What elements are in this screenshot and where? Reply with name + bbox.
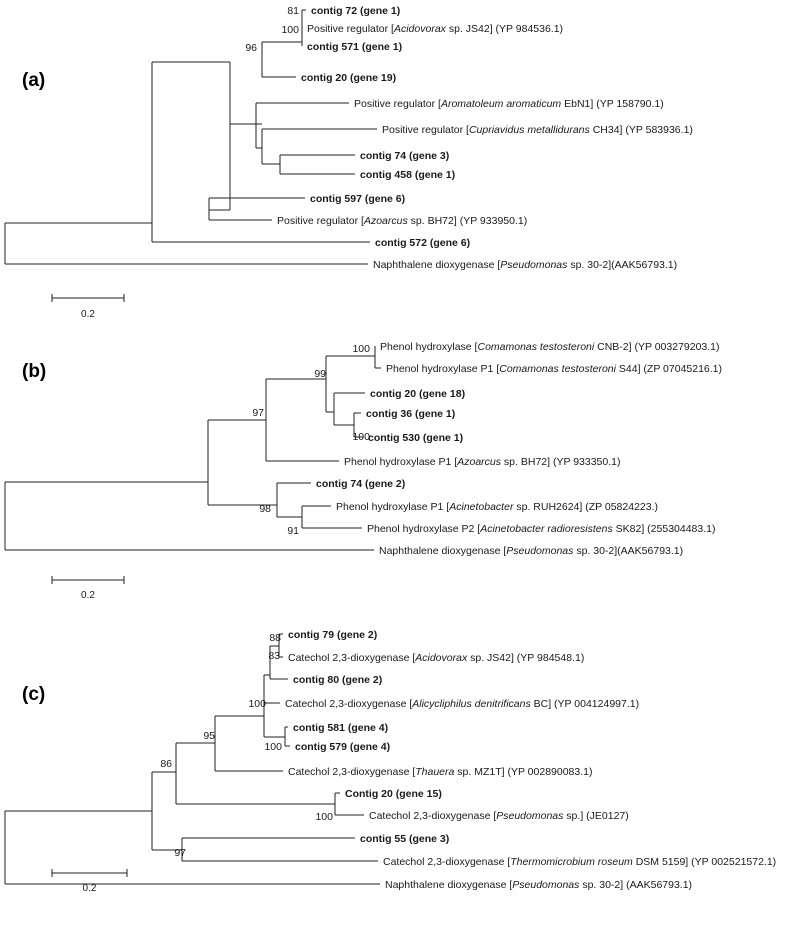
tip-label-a-9 — [277, 215, 527, 227]
scale-bar-label-c: 0.2 — [82, 883, 97, 894]
tip-label-c-9: contig 55 (gene 3) — [360, 833, 450, 845]
tip-label-a-1 — [307, 23, 563, 35]
taxon-name: Azoarcus — [457, 456, 502, 468]
taxon-name: Cupriavidus metallidurans — [468, 124, 590, 136]
tip-label-c-6 — [288, 766, 593, 778]
taxon-name: Acinetobacter radioresistens — [480, 523, 613, 535]
panel-label-a: (a) — [22, 70, 46, 91]
tip-label-a-0: contig 72 (gene 1) — [311, 5, 401, 17]
scale-bar-label-b: 0.2 — [81, 590, 95, 601]
tip-label-b-2: contig 20 (gene 18) — [370, 388, 466, 400]
tip-text-part: Catechol 2,3-dioxygenase [ — [383, 856, 511, 868]
tip-label-c-0: contig 79 (gene 2) — [288, 629, 378, 641]
panel-label-c: (c) — [22, 684, 46, 705]
bootstrap-value: 95 — [203, 730, 215, 742]
taxon-name: Acidovorax — [415, 652, 468, 664]
tip-label-a-3: contig 20 (gene 19) — [301, 72, 397, 84]
tip-text-part: EbN1] (YP 158790.1) — [561, 98, 664, 110]
bootstrap-value: 83 — [268, 650, 280, 662]
bootstrap-value: 91 — [287, 525, 299, 537]
tip-label-a-11 — [373, 259, 677, 271]
tip-label-a-5 — [382, 124, 693, 136]
tip-text-part: Phenol hydroxylase P2 [ — [367, 523, 481, 535]
tip-text-part: Phenol hydroxylase P1 [ — [386, 363, 500, 375]
taxon-name: Pseudomonas — [512, 879, 580, 891]
tip-text-part: Naphthalene dioxygenase [ — [385, 879, 513, 891]
bootstrap-value: 100 — [352, 343, 370, 355]
tip-label-b-0 — [380, 341, 720, 353]
tip-label-b-6: contig 74 (gene 2) — [316, 478, 406, 490]
tip-label-b-3: contig 36 (gene 1) — [366, 408, 456, 420]
tip-text-part: Catechol 2,3-dioxygenase [ — [285, 698, 413, 710]
tree-labels — [22, 5, 776, 894]
tip-label-a-8: contig 597 (gene 6) — [310, 193, 406, 205]
tip-text-part: sp. 30-2](AAK56793.1) — [567, 259, 678, 271]
tip-text-part: DSM 5159] (YP 002521572.1) — [632, 856, 777, 868]
tip-text-part: Positive regulator [ — [382, 124, 469, 136]
tip-label-b-8 — [367, 523, 715, 535]
bootstrap-value: 98 — [259, 503, 271, 515]
tip-text-part: BC] (YP 004124997.1) — [530, 698, 640, 710]
tip-text-part: Catechol 2,3-dioxygenase [ — [288, 652, 416, 664]
scale-bar-label-a: 0.2 — [81, 309, 95, 320]
tip-label-c-5: contig 579 (gene 4) — [295, 741, 391, 753]
tip-label-a-7: contig 458 (gene 1) — [360, 169, 456, 181]
tip-text-part: Naphthalene dioxygenase [ — [373, 259, 501, 271]
bootstrap-value: 97 — [252, 407, 264, 419]
taxon-name: Pseudomonas — [506, 545, 574, 557]
tip-text-part: sp. BH72] (YP 933350.1) — [501, 456, 621, 468]
tip-text-part: sp. 30-2] (AAK56793.1) — [579, 879, 693, 891]
tip-text-part: sp. JS42] (YP 984536.1) — [445, 23, 564, 35]
tip-label-c-2: contig 80 (gene 2) — [293, 674, 383, 686]
tip-text-part: sp. RUH2624] (ZP 05824223.) — [513, 501, 659, 513]
taxon-name: Comamonas testosteroni — [477, 341, 595, 353]
tip-label-c-10 — [383, 856, 776, 868]
tip-label-c-8 — [369, 810, 629, 822]
taxon-name: Thauera — [415, 766, 455, 778]
tip-text-part: Phenol hydroxylase P1 [ — [336, 501, 450, 513]
taxon-name: Alicycliphilus denitrificans — [412, 698, 531, 710]
taxon-name: Azoarcus — [363, 215, 408, 227]
tip-text-part: sp.] (JE0127) — [563, 810, 629, 822]
tip-text-part: Catechol 2,3-dioxygenase [ — [369, 810, 497, 822]
bootstrap-value: 81 — [287, 5, 299, 17]
tip-label-b-7 — [336, 501, 658, 513]
bootstrap-value: 100 — [248, 698, 266, 710]
tip-label-b-9 — [379, 545, 683, 557]
tip-label-a-2: contig 571 (gene 1) — [307, 41, 403, 53]
tip-label-a-6: contig 74 (gene 3) — [360, 150, 450, 162]
tip-text-part: Positive regulator [ — [354, 98, 441, 110]
tip-label-c-11 — [385, 879, 692, 891]
tip-text-part: S44] (ZP 07045216.1) — [615, 363, 723, 375]
taxon-name: Acinetobacter — [449, 501, 514, 513]
bootstrap-value: 96 — [245, 42, 257, 54]
bootstrap-value: 88 — [269, 632, 281, 644]
tip-label-b-5 — [344, 456, 620, 468]
tip-text-part: sp. 30-2](AAK56793.1) — [573, 545, 684, 557]
tip-label-c-3 — [285, 698, 639, 710]
tip-text-part: Phenol hydroxylase [ — [380, 341, 478, 353]
tip-label-b-1 — [386, 363, 722, 375]
bootstrap-value: 100 — [281, 24, 299, 36]
tip-text-part: CNB-2] (YP 003279203.1) — [594, 341, 720, 353]
bootstrap-value: 99 — [314, 368, 326, 380]
tip-text-part: Positive regulator [ — [277, 215, 364, 227]
tip-label-a-4 — [354, 98, 664, 110]
tip-label-c-1 — [288, 652, 584, 664]
taxon-name: Pseudomonas — [500, 259, 568, 271]
tip-text-part: Positive regulator [ — [307, 23, 394, 35]
panel-label-b: (b) — [22, 361, 47, 382]
tip-text-part: Phenol hydroxylase P1 [ — [344, 456, 458, 468]
taxon-name: Pseudomonas — [496, 810, 564, 822]
bootstrap-value: 100 — [264, 741, 282, 753]
tip-text-part: sp. JS42] (YP 984548.1) — [467, 652, 585, 664]
tip-text-part: SK82] (255304483.1) — [612, 523, 716, 535]
bootstrap-value: 97 — [174, 847, 186, 859]
taxon-name: Comamonas testosteroni — [499, 363, 616, 375]
tip-label-b-4: contig 530 (gene 1) — [368, 432, 464, 444]
tip-text-part: Catechol 2,3-dioxygenase [ — [288, 766, 416, 778]
tip-label-a-10: contig 572 (gene 6) — [375, 237, 471, 249]
taxon-name: Acidovorax — [393, 23, 446, 35]
tip-label-c-4: contig 581 (gene 4) — [293, 722, 389, 734]
taxon-name: Thermomicrobium roseum — [510, 856, 633, 868]
tip-text-part: sp. BH72] (YP 933950.1) — [407, 215, 528, 227]
taxon-name: Aromatoleum aromaticum — [440, 98, 562, 110]
bootstrap-value: 100 — [315, 811, 333, 823]
bootstrap-value: 100 — [352, 431, 370, 443]
tip-text-part: CH34] (YP 583936.1) — [589, 124, 693, 136]
tip-text-part: Naphthalene dioxygenase [ — [379, 545, 507, 557]
tip-text-part: sp. MZ1T] (YP 002890083.1) — [454, 766, 593, 778]
tip-label-c-7: Contig 20 (gene 15) — [345, 788, 442, 800]
bootstrap-value: 86 — [160, 758, 172, 770]
